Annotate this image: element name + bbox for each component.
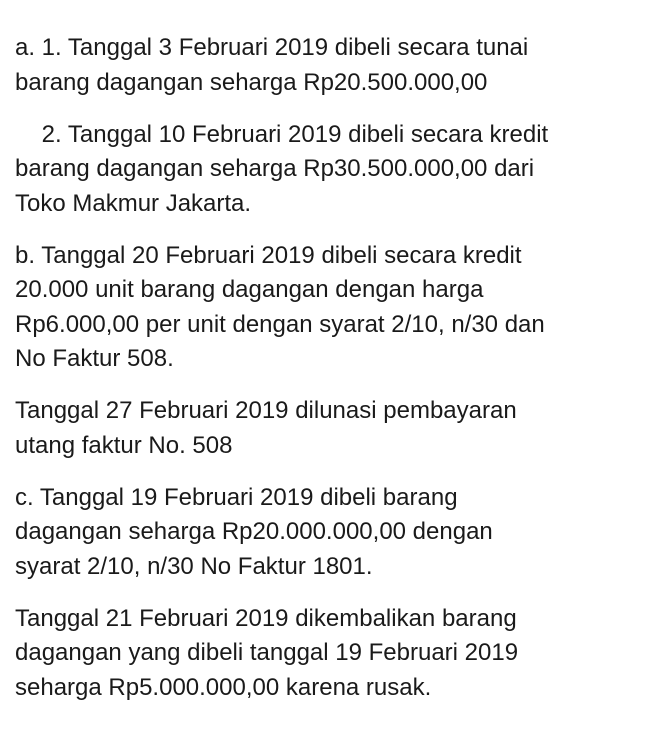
document-body (15, 31, 651, 705)
item-b-paragraph: b. Tanggal 20 Februari 2019 dibeli secara kredit 20.000 unit barang dagangan dengan harga Rp6.000,00 per unit dengan syarat 2/10, n/30 dan No Faktur 508. (15, 241, 545, 372)
item-c-paragraph: c. Tanggal 19 Februari 2019 dibeli barang dagangan seharga Rp20.000.000,00 dengan syarat 2/10, n/30 No Faktur 1801. (15, 483, 493, 580)
item-a1-paragraph: a. 1. Tanggal 3 Februari 2019 dibeli secara tunai barang dagangan seharga Rp20.500.000,00 (15, 34, 529, 96)
item-b-payment-paragraph: Tanggal 27 Februari 2019 dilunasi pembayaran utang faktur No. 508 (15, 397, 517, 459)
item-c-return-paragraph: Tanggal 21 Februari 2019 dikembalikan barang dagangan yang dibeli tanggal 19 Februari 2019 seharga Rp5.000.000,00 karena rusak. (15, 604, 519, 701)
item-a2-paragraph: 2. Tanggal 10 Februari 2019 dibeli secara kredit barang dagangan seharga Rp30.500.000,00 dari Toko Makmur Jakarta. (15, 120, 549, 217)
